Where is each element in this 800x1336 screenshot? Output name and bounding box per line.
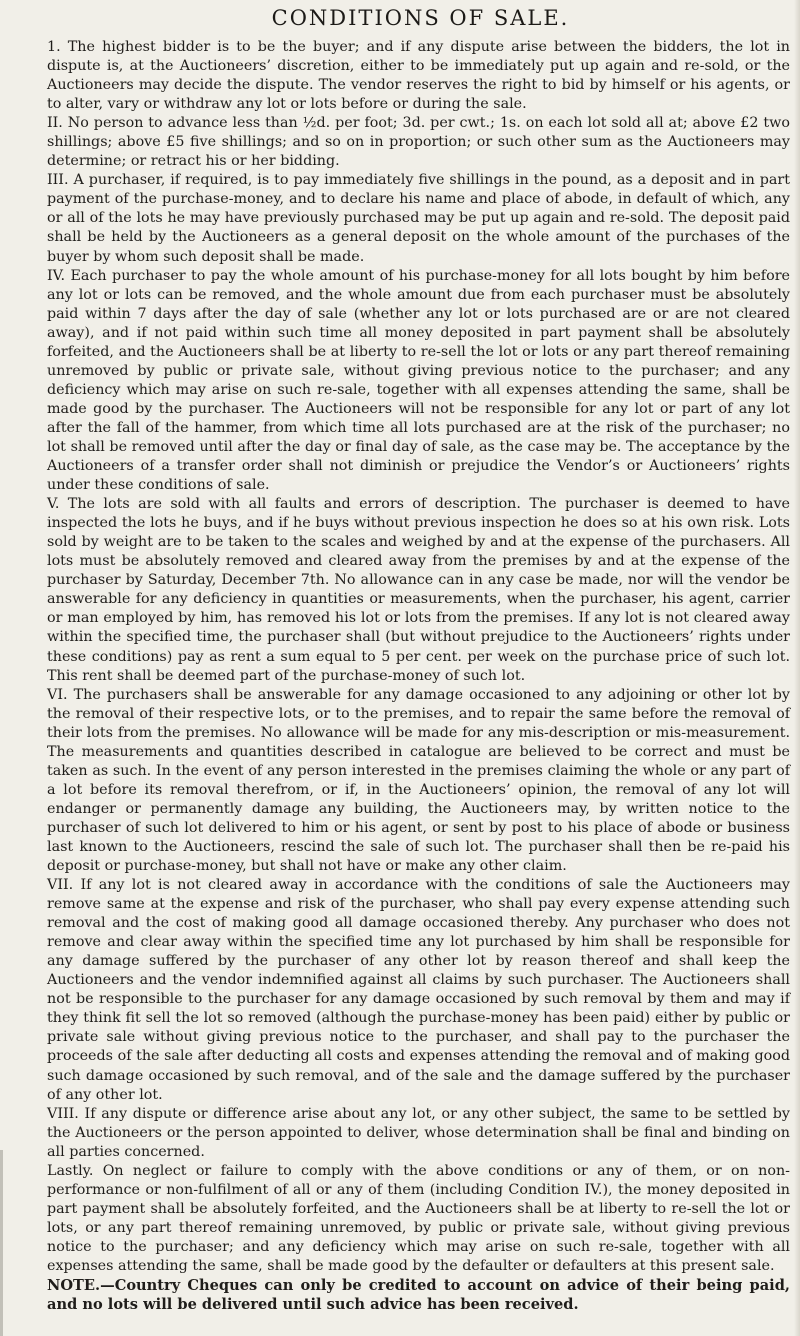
condition-text: If any dispute or difference arise about any lot, or any other subject, the same to be settled by the Auctioneers or the person appointed to deliver, whose determination shall be final and binding on all parties concerned. — [47, 1105, 790, 1160]
condition-number: 1. — [47, 39, 61, 55]
condition-text: On neglect or failure to comply with the above conditions or any of them, or on non-performance or non-fulfilment of all or any of them (including Condition IV.), the money deposited in part payment shall be absolutely forfeited, and the Auctioneers shall be at liberty to re-sell the lot or lots, or any part thereof remaining unremoved, by public or private sale, without giving previous notice to the purchaser; and any deficiency which may arise on such re-sale, together with all expenses attending the same, shall be made good by the defaulter or defaulters at this present sale. — [47, 1162, 790, 1274]
condition-8 — [33, 1105, 790, 1162]
condition-lastly — [33, 1162, 790, 1276]
condition-5 — [33, 495, 790, 685]
condition-number: VII. — [47, 877, 74, 894]
condition-7 — [33, 876, 790, 1105]
condition-1 — [33, 38, 790, 114]
condition-number: VI. — [47, 686, 68, 703]
condition-text: The highest bidder is to be the buyer; and if any dispute arise between the bidders, the lot in dispute is, at the Auctioneers’ discretion, either to be immediately put up again and re-sold, or the Auctioneers may decide the dispute. The vendor reserves the right to bid by himself or his agents, or to alter, vary or withdraw any lot or lots before or during the sale. — [47, 39, 790, 113]
condition-number: III. — [47, 172, 69, 189]
condition-text: Each purchaser to pay the whole amount of his purchase-money for all lots bought by him before any lot or lots can be removed, and the whole amount due from each purchaser must be absolutely paid within 7 days after the day of sale (whether any lot or lots purchased are or are not cleared away), and if not paid within such time all money deposited in part payment shall be absolutely forfeited, and the Auctioneers shall be at liberty to re-sell the lot or lots or any part thereof remaining unremoved by public or private sale, without giving previous notice to the purchaser; and any deficiency which may arise on such re-sale, together with all expenses attending the same, shall be made good by the purchaser. The Auctioneers will not be responsible for any lot or part of any lot after the fall of the hammer, from which time all lots purchased are at the risk of the purchaser; no lot shall be removed until after the day or final day of sale, as the case may be. The acceptance by the Auctioneers of a transfer order shall not diminish or prejudice the Vendor’s or Auctioneers’ rights under these conditions of sale. — [47, 267, 790, 494]
condition-number: IV. — [47, 267, 66, 284]
condition-number: II. — [47, 115, 63, 132]
condition-number: Lastly. — [47, 1162, 94, 1179]
page-edge-shadow — [794, 0, 800, 1336]
condition-text: A purchaser, if required, is to pay immediately five shillings in the pound, as a deposit and in part payment of the purchase-money, and to declare his name and place of abode, in default of which, any or all of the lots he may have previously purchased may be put up again and re-sold. The deposit paid shall be held by the Auctioneers as a general deposit on the whole amount of the purchases of the buyer by whom such deposit shall be made. — [47, 172, 791, 265]
condition-text: The lots are sold with all faults and errors of description. The purchaser is deemed to have inspected the lots he buys, and if he buys without previous inspection he does so at his own risk. Lots sold by weight are to be taken to the scales and weighed by and at the expense of the purchasers. All lots must be absolutely removed and cleared away from the premises by and at the expense of the purchaser by Saturday, December 7th. No allowance can in any case be made, nor will the vendor be answerable for any deficiency in quantities or measurements, when the purchaser, his agent, carrier or man employed by him, has removed his lot or lots from the premises. If any lot is not cleared away within the specified time, the purchaser shall (but without prejudice to the Auctioneers’ rights under these conditions) pay as rent a sum equal to 5 per cent. per week on the purchase price of such lot. This rent shall be deemed part of the purchase-money of such lot. — [47, 496, 790, 684]
cheque-note: NOTE.—Country Cheques can only be credited to account on advice of their being paid, and no lots will be delivered until such advice has been received. — [47, 1277, 790, 1314]
page-binding-mark — [0, 1150, 3, 1336]
condition-number: VIII. — [47, 1105, 79, 1122]
page-title: CONDITIONS OF SALE. — [271, 6, 570, 30]
condition-text: The purchasers shall be answerable for any damage occasioned to any adjoining or other lot by the removal of their respective lots, or to the premises, and to repair the same before the removal of their lots from the premises. No allowance will be made for any mis-description or mis-measurement. The measurements and quantities described in catalogue are believed to be correct and must be taken as such. In the event of any person interested in the premises claiming the whole or any part of a lot before its removal therefrom, or if, in the Auctioneers’ opinion, the removal of any lot will endanger or permanently damage any building, the Auctioneers may, by written notice to the purchaser of such lot delivered to him or his agent, or sent by post to his place of abode or business last known to the Auctioneers, rescind the sale of such lot. The purchaser shall then be re-paid his deposit or purchase-money, but shall not have or make any other claim. — [47, 686, 790, 875]
condition-number: V. — [47, 496, 60, 513]
condition-text: No person to advance less than ½d. per foot; 3d. per cwt.; 1s. on each lot sold all at; above £2 two shillings; above £5 five shillings; and so on in proportion; or such other sum as the Auctioneers may determine; or retract his or her bidding. — [47, 115, 790, 170]
condition-2 — [33, 114, 790, 171]
condition-6 — [33, 686, 790, 876]
condition-4 — [33, 267, 790, 496]
condition-3 — [33, 171, 790, 266]
condition-text: If any lot is not cleared away in accordance with the conditions of sale the Auctioneers may remove same at the expense and risk of the purchaser, who shall pay every expense attending such removal and the cost of making good all damage occasioned thereby. Any purchaser who does not remove and clear away within the specified time any lot purchased by him shall be responsible for any damage suffered by the purchaser of any other lot by reason thereof and shall keep the Auctioneers and the vendor indemnified against all claims by such purchaser. The Auctioneers shall not be responsible to the purchaser for any damage occasioned by such removal by them and may if they think fit sell the lot so removed (although the purchase-money has been paid) either by public or private sale without giving previous notice to the purchaser, and shall pay to the purchaser the proceeds of the sale after deducting all costs and expenses attending the removal and of making good such damage occasioned by such removal, and of the sale and the damage suffered by the purchaser of any other lot. — [47, 877, 791, 1103]
